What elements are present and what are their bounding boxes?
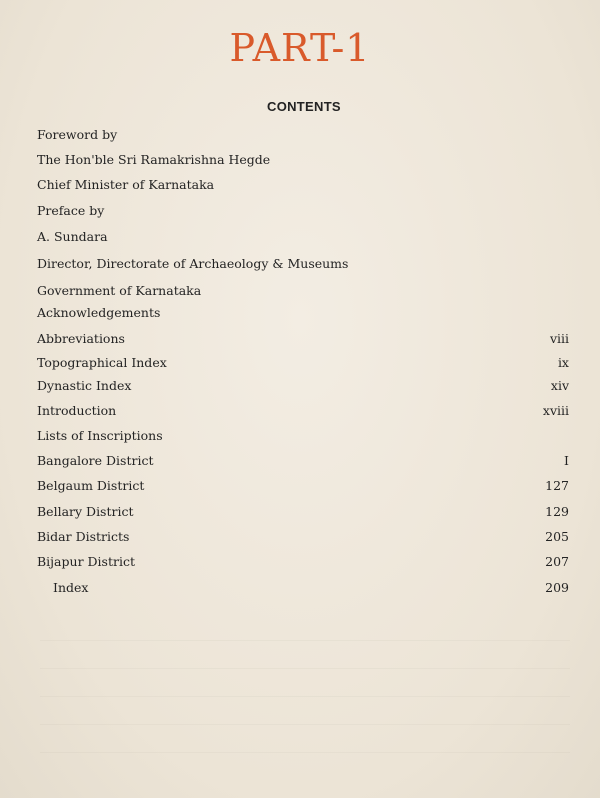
toc-entry-title: Belgaum District xyxy=(37,478,145,493)
toc-entry-title: Abbreviations xyxy=(37,331,125,346)
toc-entry-title: Bijapur District xyxy=(37,554,135,569)
toc-entry xyxy=(53,579,569,597)
toc-entry-title: Introduction xyxy=(37,403,117,418)
toc-entry-page: xiv xyxy=(550,378,569,393)
toc-entry-title: Chief Minister of Karnataka xyxy=(37,177,215,192)
toc-entry xyxy=(37,477,569,495)
show-through-line xyxy=(40,696,570,697)
toc-entry xyxy=(37,452,569,470)
toc-entry xyxy=(37,282,569,300)
toc-entry-page: 207 xyxy=(545,554,569,569)
toc-entry-title: Preface by xyxy=(37,203,105,218)
toc-entry-title: Index xyxy=(53,580,89,595)
toc-entry-title: Dynastic Index xyxy=(37,378,132,393)
toc-entry xyxy=(37,402,569,420)
toc-entry xyxy=(37,304,569,322)
part-title: PART-1 xyxy=(229,26,371,70)
toc-entry xyxy=(37,228,569,246)
toc-entry-title: Acknowledgements xyxy=(37,305,161,320)
toc-entry-title: Lists of Inscriptions xyxy=(37,428,163,443)
toc-entry xyxy=(37,202,569,220)
show-through-line xyxy=(40,752,570,753)
toc-entry-title: Bidar Districts xyxy=(37,529,130,544)
toc-entry-title: Bangalore District xyxy=(37,453,154,468)
show-through-line xyxy=(40,724,570,725)
toc-entry xyxy=(37,528,569,546)
toc-entry xyxy=(37,151,569,169)
toc-entry-page: 205 xyxy=(545,529,569,544)
toc-entry xyxy=(37,176,569,194)
toc-entry-title: Foreword by xyxy=(37,127,118,142)
toc-entry xyxy=(37,255,569,273)
toc-entry-title: The Hon'ble Sri Ramakrishna Hegde xyxy=(37,152,271,167)
toc-entry xyxy=(37,330,569,348)
toc-entry xyxy=(37,126,569,144)
toc-entry-page: 129 xyxy=(545,504,569,519)
toc-entry-page: xviii xyxy=(542,403,569,418)
toc-entry xyxy=(37,377,569,395)
toc-entry-title: A. Sundara xyxy=(37,229,108,244)
toc-entry-title: Topographical Index xyxy=(37,355,167,370)
toc-entry xyxy=(37,354,569,372)
toc-entry xyxy=(37,427,569,445)
toc-entry-page: viii xyxy=(549,331,569,346)
toc-entry-page: ix xyxy=(557,355,569,370)
toc-entry-page: 127 xyxy=(545,478,569,493)
toc-entry xyxy=(37,553,569,571)
toc-entry xyxy=(37,503,569,521)
toc-entry-page: I xyxy=(564,453,569,468)
contents-heading: CONTENTS xyxy=(267,99,341,114)
toc-entry-page: 209 xyxy=(545,580,569,595)
show-through-line xyxy=(40,668,570,669)
toc-entry-title: Bellary District xyxy=(37,504,134,519)
toc-entry-title: Government of Karnataka xyxy=(37,283,202,298)
toc-entry-title: Director, Directorate of Archaeology & Museums xyxy=(37,256,349,271)
show-through-line xyxy=(40,640,570,641)
